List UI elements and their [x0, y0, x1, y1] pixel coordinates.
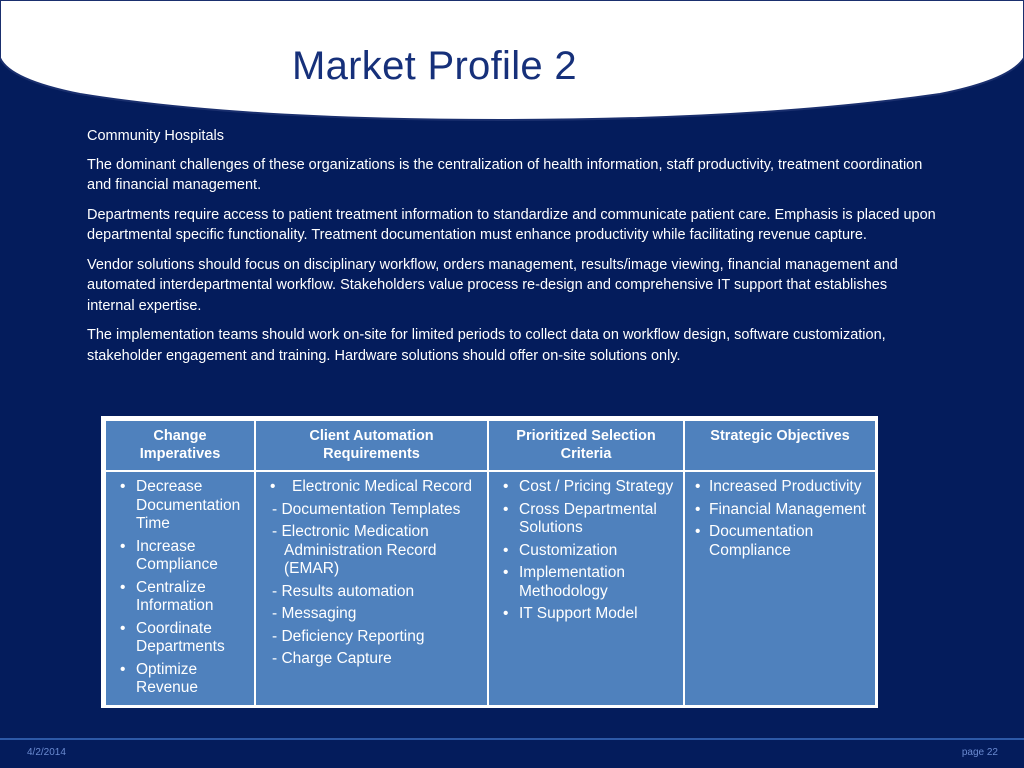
list-item: - Electronic Medication Administration Record (EMAR) — [272, 523, 437, 577]
bullet-icon: • — [695, 500, 701, 518]
bullet-icon: • — [503, 605, 509, 622]
list-item: • Decrease Documentation Time — [120, 478, 241, 532]
paragraph-implementation: The implementation teams should work on-site for limited periods to collect data on workflow design, software customization, stakeholder engagement and training. Hardware solutions should offer on-site solutions only. — [87, 327, 886, 364]
list-item: • Documentation Compliance — [695, 523, 814, 559]
table-header-row — [105, 420, 876, 471]
header-strategic-objectives: Strategic Objectives — [684, 420, 876, 471]
list-item: - Deficiency Reporting — [272, 627, 425, 645]
bullet-icon: • — [695, 523, 701, 540]
section-subtitle: Community Hospitals — [87, 128, 224, 144]
bullet-icon: • — [120, 578, 126, 596]
bullet-icon: • — [120, 478, 126, 495]
header-selection-criteria: Prioritized Selection Criteria — [488, 420, 684, 471]
paragraph-challenges: The dominant challenges of these organizations is the centralization of health information, staff productivity, treatment coordination and financial management. — [87, 156, 923, 193]
header-client-automation: Client Automation Requirements — [255, 420, 488, 471]
cell-strategic-objectives — [684, 471, 876, 707]
list-item: • Cross Departmental Solutions — [503, 500, 657, 536]
cell-client-automation — [255, 471, 488, 707]
footer-page-number: page 22 — [961, 747, 998, 758]
list-item: • Centralize Information — [120, 578, 214, 614]
list-item: • Customization — [503, 541, 618, 559]
paragraph-vendor: Vendor solutions should focus on disciplinary workflow, orders management, results/image viewing, financial management and automated interdepartmental workflow. Stakeholders value process re-design and comprehensive IT support that establishes internal expertise. — [87, 256, 898, 314]
footer-date: 4/2/2014 — [27, 747, 66, 758]
bullet-icon: • — [503, 541, 509, 559]
bullet-icon: • — [270, 478, 276, 495]
bullet-icon: • — [695, 478, 701, 495]
table-row — [105, 471, 876, 707]
bullet-icon: • — [503, 500, 509, 518]
list-item: • Increased Productivity — [695, 478, 862, 495]
list-item: • Optimize Revenue — [120, 660, 199, 696]
list-item: • Coordinate Departments — [120, 619, 225, 655]
list-item: - Results automation — [272, 582, 415, 600]
bullet-icon: • — [120, 619, 126, 637]
slide-title: Market Profile 2 — [292, 44, 577, 88]
list-item: - Documentation Templates — [272, 500, 461, 518]
paragraph-departments: Departments require access to patient treatment information to standardize and communicate patient care. Emphasis is placed upon departmental specific functionality. Treatment documentation must enhance productivity while facilitating revenue capture. — [87, 206, 936, 243]
bullet-icon: • — [120, 537, 126, 555]
list-item: • Increase Compliance — [120, 537, 218, 573]
list-item: - Messaging — [272, 605, 357, 622]
cell-change-imperatives — [105, 471, 255, 707]
bullet-icon: • — [503, 564, 509, 581]
bullet-icon: • — [120, 660, 126, 678]
list-item: • Implementation Methodology — [503, 564, 625, 600]
footer-divider — [0, 738, 1024, 740]
list-item: • Electronic Medical Record — [270, 478, 473, 495]
list-item: • Cost / Pricing Strategy — [503, 478, 674, 495]
list-item: • Financial Management — [695, 500, 866, 518]
list-item: • IT Support Model — [503, 605, 638, 622]
header-change-imperatives: Change Imperatives — [105, 420, 255, 471]
bullet-icon: • — [503, 478, 509, 495]
profile-table — [101, 416, 878, 708]
list-item: - Charge Capture — [272, 650, 392, 667]
body-text — [87, 126, 937, 375]
cell-selection-criteria — [488, 471, 684, 707]
